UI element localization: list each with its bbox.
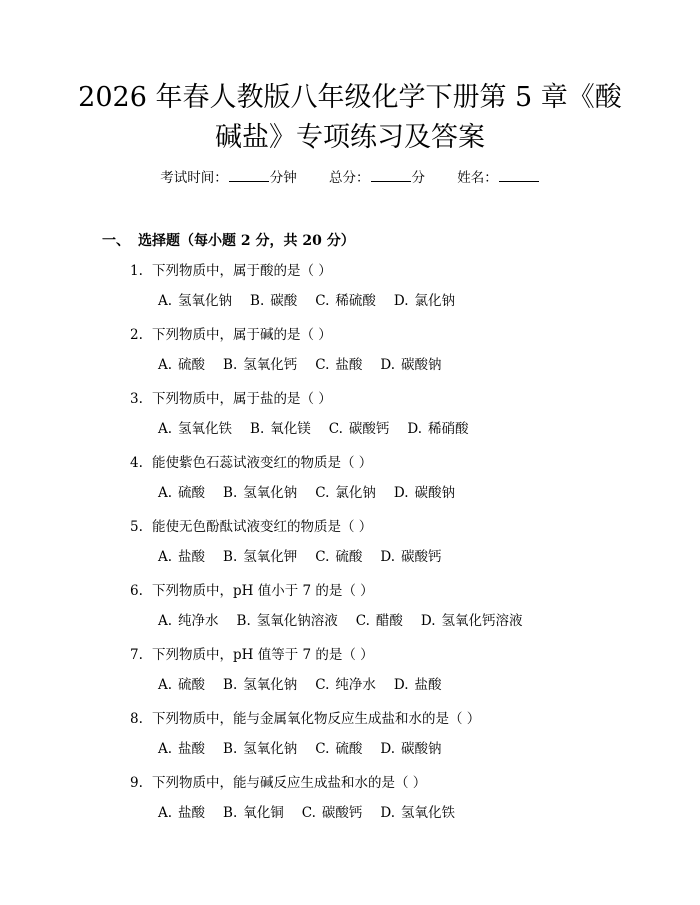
option-text: 氧化镁 (270, 421, 311, 437)
question-text: 下列物质中，pH 值等于 7 的是（ ） (152, 647, 374, 663)
total-score-blank (371, 169, 411, 182)
title-line-1: 2026 年春人教版八年级化学下册第 5 章《酸 (78, 82, 622, 113)
answer-options (158, 484, 473, 502)
question-stem (130, 390, 332, 408)
option-letter: B. (223, 485, 238, 501)
answer-option (223, 356, 297, 374)
answer-option (158, 420, 232, 438)
answer-option (394, 676, 442, 694)
question-text: 下列物质中，属于酸的是（ ） (152, 263, 332, 279)
option-letter: D. (393, 677, 409, 693)
question-stem (130, 582, 374, 600)
answer-options (158, 548, 460, 566)
option-text: 氢氧化钙溶液 (441, 613, 523, 629)
option-letter: C. (315, 357, 330, 373)
exam-info (0, 166, 700, 186)
question-number: 8. (130, 711, 143, 727)
question-number: 7. (130, 647, 143, 663)
title-line-2: 碱盐》专项练习及答案 (215, 122, 485, 153)
option-text: 碳酸钙 (348, 421, 390, 437)
option-text: 氢氧化钙 (243, 357, 298, 373)
option-letter: B. (250, 421, 265, 437)
section-title: 选择题（每小题 2 分，共 20 分） (138, 233, 355, 249)
option-letter: B. (223, 549, 238, 565)
option-letter: A. (158, 293, 173, 309)
option-text: 碳酸钙 (401, 549, 442, 565)
option-text: 氢氧化钠 (178, 293, 233, 309)
option-letter: D. (393, 485, 409, 501)
question-number: 4. (130, 455, 143, 471)
answer-option (158, 804, 205, 822)
option-letter: C. (315, 293, 330, 309)
option-text: 稀硝酸 (428, 421, 469, 437)
option-letter: A. (158, 613, 173, 629)
question-item (0, 390, 700, 454)
section-number: 一、 (102, 233, 130, 249)
question-list (0, 262, 700, 838)
section-heading (102, 230, 355, 250)
option-text: 稀硫酸 (335, 293, 376, 309)
question-item (0, 518, 700, 582)
answer-option (223, 676, 297, 694)
question-stem (130, 710, 480, 728)
answer-options (158, 356, 460, 374)
option-letter: D. (380, 549, 396, 565)
answer-option (380, 548, 441, 566)
answer-option (394, 292, 455, 310)
option-letter: A. (158, 549, 173, 565)
option-text: 盐酸 (335, 357, 363, 373)
answer-option (302, 804, 363, 822)
total-score (329, 166, 425, 186)
option-letter: C. (315, 741, 330, 757)
option-text: 氢氧化钾 (243, 549, 298, 565)
question-item (0, 774, 700, 838)
answer-option (250, 292, 297, 310)
question-text: 下列物质中，能与金属氧化物反应生成盐和水的是（ ） (152, 711, 481, 727)
answer-option (315, 548, 362, 566)
question-number: 3. (130, 391, 143, 407)
answer-options (158, 420, 487, 438)
question-item (0, 262, 700, 326)
option-letter: B. (236, 613, 251, 629)
option-text: 硫酸 (335, 741, 363, 757)
answer-option (158, 292, 232, 310)
option-letter: D. (380, 741, 396, 757)
question-stem (130, 774, 426, 792)
answer-options (158, 804, 473, 822)
exam-time (160, 166, 297, 186)
option-letter: D. (407, 421, 423, 437)
answer-option (407, 420, 468, 438)
question-item (0, 710, 700, 774)
option-letter: A. (158, 741, 173, 757)
answer-options (158, 292, 473, 310)
exam-time-unit: 分钟 (269, 170, 297, 186)
option-text: 硫酸 (335, 549, 363, 565)
option-text: 氯化钠 (414, 293, 456, 309)
answer-option (380, 804, 455, 822)
option-letter: C. (355, 613, 370, 629)
question-number: 5. (130, 519, 143, 535)
option-text: 盐酸 (178, 741, 206, 757)
exam-time-label: 考试时间： (160, 170, 228, 186)
option-text: 醋酸 (375, 613, 403, 629)
option-letter: A. (158, 805, 173, 821)
question-text: 下列物质中，属于盐的是（ ） (152, 391, 332, 407)
option-letter: A. (158, 421, 173, 437)
answer-options (158, 676, 460, 694)
answer-option (158, 612, 219, 630)
question-stem (130, 646, 374, 664)
answer-option (250, 420, 311, 438)
question-number: 6. (130, 583, 143, 599)
option-text: 硫酸 (178, 357, 206, 373)
question-number: 2. (130, 327, 143, 343)
answer-option (329, 420, 390, 438)
option-text: 氢氧化钠溶液 (256, 613, 338, 629)
question-item (0, 454, 700, 518)
document-title (0, 78, 700, 158)
option-letter: D. (380, 357, 396, 373)
option-text: 碳酸 (270, 293, 298, 309)
total-score-unit: 分 (411, 170, 425, 186)
option-text: 氢氧化钠 (243, 741, 298, 757)
option-letter: A. (158, 357, 173, 373)
option-text: 硫酸 (178, 677, 206, 693)
question-number: 1. (130, 263, 143, 279)
answer-option (158, 676, 205, 694)
question-text: 下列物质中，pH 值小于 7 的是（ ） (152, 583, 374, 599)
question-text: 下列物质中，能与碱反应生成盐和水的是（ ） (152, 775, 427, 791)
answer-option (158, 740, 205, 758)
option-text: 碳酸钠 (414, 485, 456, 501)
option-letter: C. (315, 677, 330, 693)
option-letter: C. (315, 549, 330, 565)
answer-option (237, 612, 338, 630)
option-letter: D. (393, 293, 409, 309)
question-item (0, 646, 700, 710)
question-stem (130, 326, 332, 344)
answer-option (315, 356, 362, 374)
answer-option (394, 484, 455, 502)
option-text: 碳酸钠 (401, 741, 442, 757)
option-text: 盐酸 (414, 677, 442, 693)
question-stem (130, 518, 372, 536)
answer-option (380, 740, 441, 758)
option-letter: A. (158, 677, 173, 693)
question-text: 能使无色酚酞试液变红的物质是（ ） (152, 519, 373, 535)
option-text: 硫酸 (178, 485, 206, 501)
answer-option (223, 740, 297, 758)
option-text: 盐酸 (178, 549, 206, 565)
option-text: 氢氧化铁 (178, 421, 233, 437)
answer-option (158, 548, 205, 566)
answer-option (421, 612, 523, 630)
student-name (457, 166, 540, 186)
question-stem (130, 262, 332, 280)
answer-option (356, 612, 403, 630)
option-text: 氢氧化钠 (243, 677, 298, 693)
option-text: 纯净水 (178, 613, 219, 629)
answer-option (380, 356, 441, 374)
answer-option (315, 676, 376, 694)
question-item (0, 582, 700, 646)
option-letter: A. (158, 485, 173, 501)
option-text: 碳酸钙 (321, 805, 363, 821)
option-text: 纯净水 (335, 677, 376, 693)
student-name-label: 姓名： (457, 170, 498, 186)
option-letter: C. (301, 805, 316, 821)
option-letter: B. (223, 741, 238, 757)
answer-option (158, 484, 205, 502)
answer-options (158, 740, 460, 758)
question-text: 下列物质中，属于碱的是（ ） (152, 327, 332, 343)
option-letter: B. (223, 677, 238, 693)
answer-options (158, 612, 541, 630)
answer-option (223, 548, 297, 566)
option-letter: C. (315, 485, 330, 501)
answer-option (223, 484, 297, 502)
answer-option (315, 740, 362, 758)
option-letter: D. (420, 613, 436, 629)
question-text: 能使紫色石蕊试液变红的物质是（ ） (152, 455, 373, 471)
question-number: 9. (130, 775, 143, 791)
question-stem (130, 454, 372, 472)
student-name-blank (499, 169, 539, 182)
option-letter: D. (380, 805, 396, 821)
answer-option (223, 804, 284, 822)
option-letter: B. (223, 805, 238, 821)
question-item (0, 326, 700, 390)
exam-time-blank (229, 169, 269, 182)
option-text: 盐酸 (178, 805, 206, 821)
option-text: 氢氧化钠 (243, 485, 298, 501)
total-score-label: 总分： (329, 170, 370, 186)
option-letter: B. (250, 293, 265, 309)
answer-option (315, 484, 376, 502)
option-text: 碳酸钠 (401, 357, 442, 373)
option-text: 氧化铜 (243, 805, 284, 821)
answer-option (158, 356, 205, 374)
answer-option (315, 292, 376, 310)
option-text: 氢氧化铁 (401, 805, 456, 821)
option-letter: C. (328, 421, 343, 437)
option-text: 氯化钠 (335, 485, 376, 501)
option-letter: B. (223, 357, 238, 373)
